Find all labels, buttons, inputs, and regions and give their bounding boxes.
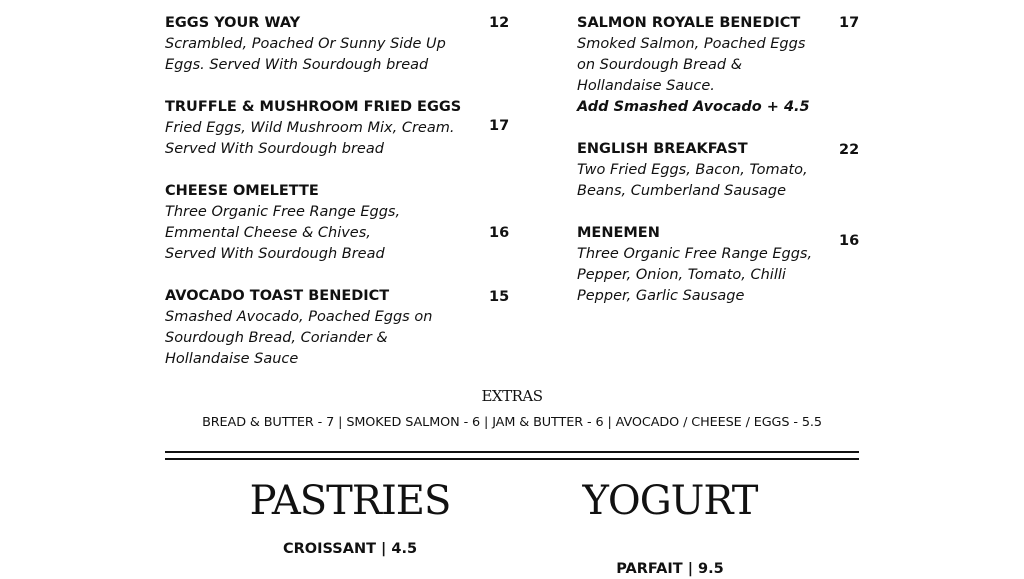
menu-item-eggs-your-way [165, 13, 446, 76]
item-description-line: on Sourdough Bread & [577, 57, 743, 73]
menu-item-avocado-toast-benedict [165, 286, 432, 370]
item-price: 15 [489, 289, 510, 305]
pastries-item-croissant: CROISSANT | 4.5 [282, 541, 418, 557]
item-description-line: Sourdough Bread, Coriander & [165, 330, 388, 346]
item-price: 17 [839, 15, 860, 31]
pastries-heading: PASTRIES [249, 478, 451, 524]
item-description-line: Smoked Salmon, Poached Eggs [577, 36, 806, 52]
item-price: 16 [839, 233, 860, 249]
menu-item-truffle-mushroom-fried-eggs [165, 97, 461, 160]
menu-item-english-breakfast [577, 139, 808, 202]
item-name: TRUFFLE & MUSHROOM FRIED EGGS [165, 99, 462, 115]
item-description-line: Served With Sourdough Bread [165, 246, 385, 262]
item-description-line: Smashed Avocado, Poached Eggs on [165, 309, 433, 325]
item-description-line: Served With Sourdough bread [165, 141, 384, 157]
divider-line-bottom [165, 458, 859, 460]
extras-list: BREAD & BUTTER - 7 | SMOKED SALMON - 6 | JAM & BUTTER - 6 | AVOCADO / CHEESE / EGGS - 5.5 [202, 415, 822, 430]
yogurt-item-parfait: PARFAIT | 9.5 [616, 561, 724, 577]
item-description-line: Beans, Cumberland Sausage [577, 183, 787, 199]
item-name: CHEESE OMELETTE [165, 183, 319, 199]
menu-item-cheese-omelette [165, 181, 400, 265]
item-description-line: Three Organic Free Range Eggs, [165, 204, 401, 220]
item-description-line: Fried Eggs, Wild Mushroom Mix, Cream. [165, 120, 455, 136]
item-description-line: Eggs. Served With Sourdough bread [165, 57, 429, 73]
item-price: 12 [489, 15, 510, 31]
item-description-line: Hollandaise Sauce [165, 351, 299, 367]
item-description-line: Three Organic Free Range Eggs, [577, 246, 813, 262]
item-name: SALMON ROYALE BENEDICT [577, 15, 801, 31]
item-name: EGGS YOUR WAY [165, 15, 301, 31]
item-description-line: Pepper, Onion, Tomato, Chilli [577, 267, 786, 283]
item-description-line: Scrambled, Poached Or Sunny Side Up [165, 36, 446, 52]
menu-item-menemen [577, 223, 812, 307]
yogurt-heading: YOGURT [582, 478, 758, 524]
item-price: 16 [489, 225, 510, 241]
item-description-line: Emmental Cheese & Chives, [165, 225, 371, 241]
item-price: 17 [489, 118, 510, 134]
item-name: MENEMEN [577, 225, 660, 241]
item-description-line: Hollandaise Sauce. [577, 78, 715, 94]
extras-heading: EXTRAS [481, 387, 543, 405]
item-price: 22 [839, 142, 860, 158]
divider-line-top [165, 451, 859, 453]
item-name: AVOCADO TOAST BENEDICT [165, 288, 390, 304]
item-name: ENGLISH BREAKFAST [577, 141, 748, 157]
item-description-line: Two Fried Eggs, Bacon, Tomato, [577, 162, 808, 178]
menu-item-salmon-royale-benedict [577, 13, 810, 118]
item-description-line: Pepper, Garlic Sausage [577, 288, 745, 304]
item-addon: Add Smashed Avocado + 4.5 [577, 99, 810, 115]
